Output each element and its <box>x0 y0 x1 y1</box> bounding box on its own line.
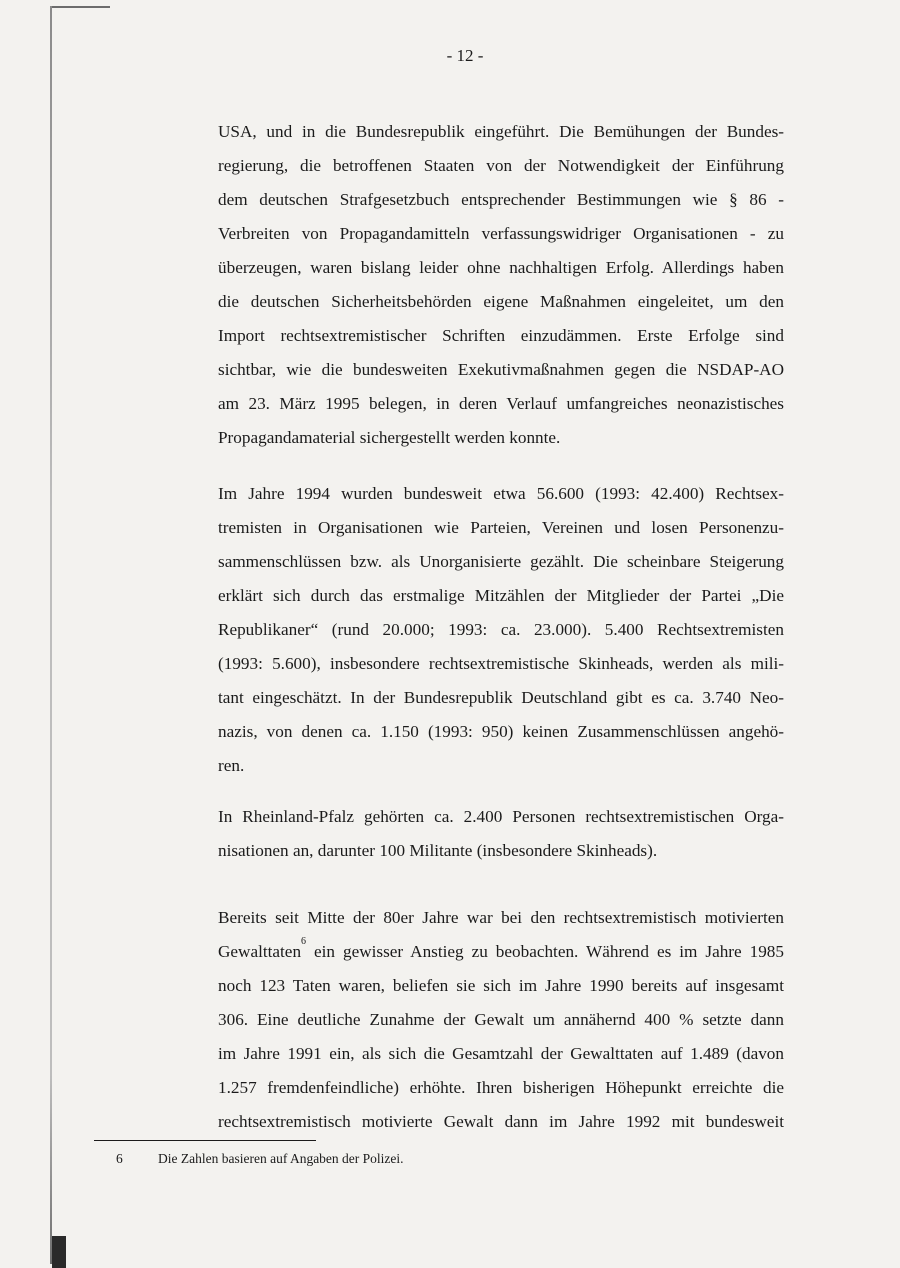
text-line: Im Jahre 1994 wurden bundesweit etwa 56.600 (1993: 42.400) Rechtsex- <box>218 484 784 503</box>
text-line: sammenschlüssen bzw. als Unorganisierte gezählt. Die scheinbare Steigerung <box>218 552 784 571</box>
text-line: sichtbar, wie die bundesweiten Exekutivmaßnahmen gegen die NSDAP-AO <box>218 360 784 379</box>
scan-edge-left <box>50 6 52 1264</box>
text-line-with-footnote-ref <box>218 935 784 969</box>
text-line: Republikaner“ (rund 20.000; 1993: ca. 23.000). 5.400 Rechtsextremisten <box>218 620 784 639</box>
scan-edge-top <box>50 6 110 8</box>
page-number: - 12 - <box>446 46 484 65</box>
text-line: rechtsextremistisch motivierte Gewalt dann im Jahre 1992 mit bundesweit <box>218 1112 784 1131</box>
text-line: dem deutschen Strafgesetzbuch entsprechender Bestimmungen wie § 86 - <box>218 190 784 209</box>
text-fragment: Gewalttaten <box>218 942 302 961</box>
text-line: Bereits seit Mitte der 80er Jahre war bei den rechtsextremistisch motivierten <box>218 908 784 927</box>
text-line: überzeugen, waren bislang leider ohne nachhaltigen Erfolg. Allerdings haben <box>218 258 784 277</box>
text-line: 1.257 fremdenfeindliche) erhöhte. Ihren bisherigen Höhepunkt erreichte die <box>218 1078 784 1097</box>
text-line: nazis, von denen ca. 1.150 (1993: 950) keinen Zusammenschlüssen angehö- <box>218 722 784 741</box>
text-line: regierung, die betroffenen Staaten von der Notwendigkeit der Einführung <box>218 156 784 175</box>
footnote-text: Die Zahlen basieren auf Angaben der Polizei. <box>158 1151 404 1166</box>
text-line: Import rechtsextremistischer Schriften einzudämmen. Erste Erfolge sind <box>218 326 784 345</box>
paragraph-2 <box>218 477 784 783</box>
paragraph-3 <box>218 800 784 868</box>
scan-edge-corner <box>52 1236 66 1268</box>
text-line: tant eingeschätzt. In der Bundesrepublik Deutschland gibt es ca. 3.740 Neo- <box>218 688 784 707</box>
text-line: am 23. März 1995 belegen, in deren Verlauf umfangreiches neonazistisches <box>218 394 784 413</box>
text-line: nisationen an, darunter 100 Militante (insbesondere Skinheads). <box>218 841 658 860</box>
paragraph-4 <box>218 901 784 1139</box>
text-line: 306. Eine deutliche Zunahme der Gewalt um annähernd 400 % setzte dann <box>218 1010 784 1029</box>
paragraph-1 <box>218 115 784 455</box>
text-line: USA, und in die Bundesrepublik eingeführt. Die Bemühungen der Bundes- <box>218 122 784 141</box>
text-line: Propagandamaterial sichergestellt werden konnte. <box>218 428 561 447</box>
footnote-number: 6 <box>116 1151 123 1166</box>
text-fragment: ein gewisser Anstieg zu beobachten. Während es im Jahre 1985 <box>306 942 784 961</box>
text-line: Verbreiten von Propagandamitteln verfassungswidriger Organisationen - zu <box>218 224 784 243</box>
text-line: In Rheinland-Pfalz gehörten ca. 2.400 Personen rechtsextremistischen Orga- <box>218 807 784 826</box>
footnote-reference[interactable]: 6 <box>301 936 307 947</box>
footnote <box>116 1150 404 1168</box>
text-line: erklärt sich durch das erstmalige Mitzählen der Mitglieder der Partei „Die <box>218 586 784 605</box>
text-line: im Jahre 1991 ein, als sich die Gesamtzahl der Gewalttaten auf 1.489 (davon <box>218 1044 784 1063</box>
text-line: (1993: 5.600), insbesondere rechtsextremistische Skinheads, werden als mili- <box>218 654 784 673</box>
text-line: tremisten in Organisationen wie Parteien, Vereinen und losen Personenzu- <box>218 518 784 537</box>
text-line: noch 123 Taten waren, beliefen sie sich im Jahre 1990 bereits auf insgesamt <box>218 976 784 995</box>
footnote-divider <box>94 1140 316 1141</box>
text-line: ren. <box>218 756 245 775</box>
text-line: die deutschen Sicherheitsbehörden eigene Maßnahmen eingeleitet, um den <box>218 292 784 311</box>
